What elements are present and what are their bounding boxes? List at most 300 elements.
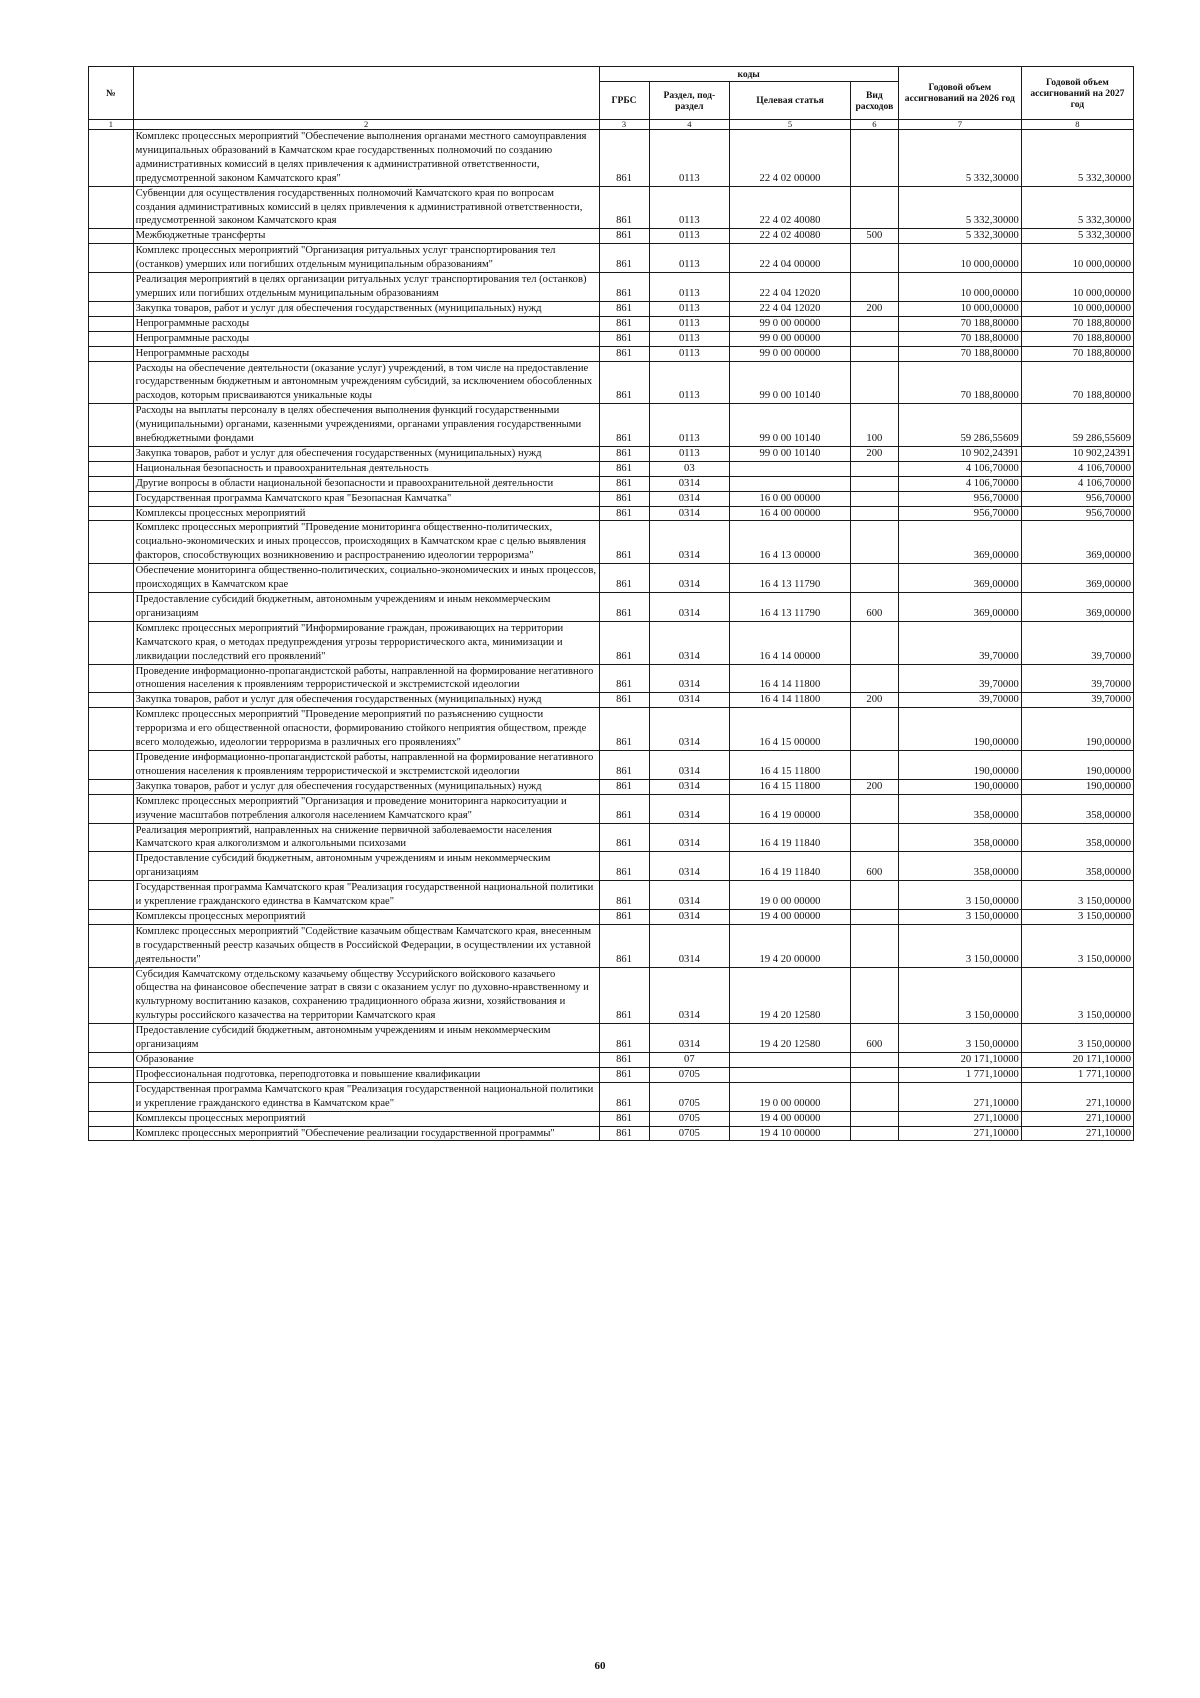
row-index (89, 924, 134, 967)
row-name: Непрограммные расходы (133, 346, 599, 361)
row-index (89, 909, 134, 924)
row-amount-2026: 369,00000 (898, 521, 1021, 564)
row-amount-2027: 3 150,00000 (1021, 967, 1133, 1024)
row-amount-2026: 10 902,24391 (898, 446, 1021, 461)
row-kind (850, 361, 898, 404)
row-name: Предоставление субсидий бюджетным, автономным учреждениям и иным некоммерческим организациям (133, 852, 599, 881)
row-index (89, 967, 134, 1024)
row-amount-2026: 10 000,00000 (898, 273, 1021, 302)
table-row (89, 316, 1134, 331)
table-row (89, 244, 1134, 273)
row-section: 0314 (649, 593, 730, 622)
row-amount-2026: 190,00000 (898, 779, 1021, 794)
header-y2027: Годовой объем ассигнований на 2027 год (1021, 67, 1133, 120)
row-amount-2027: 369,00000 (1021, 564, 1133, 593)
row-index (89, 1082, 134, 1111)
row-amount-2026: 956,70000 (898, 491, 1021, 506)
column-number: 3 (599, 120, 649, 130)
row-amount-2027: 10 000,00000 (1021, 244, 1133, 273)
table-row (89, 909, 1134, 924)
row-index (89, 476, 134, 491)
row-section: 0113 (649, 361, 730, 404)
table-row (89, 506, 1134, 521)
row-grbs: 861 (599, 750, 649, 779)
row-amount-2027: 39,70000 (1021, 664, 1133, 693)
row-section: 0113 (649, 316, 730, 331)
row-target: 16 4 15 11800 (730, 779, 851, 794)
row-amount-2027: 3 150,00000 (1021, 924, 1133, 967)
row-name: Комплекс процессных мероприятий "Содействие казачьим обществам Камчатского края, внесенным в государственный реестр казачьих обществ в Российской Федерации, в осуществлении их уставной деятельности" (133, 924, 599, 967)
row-amount-2027: 20 171,10000 (1021, 1053, 1133, 1068)
row-target: 16 4 13 11790 (730, 564, 851, 593)
row-index (89, 404, 134, 447)
header-section: Раздел, под-раздел (649, 82, 730, 120)
row-grbs: 861 (599, 229, 649, 244)
row-section: 0705 (649, 1082, 730, 1111)
row-grbs: 861 (599, 967, 649, 1024)
row-index (89, 331, 134, 346)
table-row (89, 593, 1134, 622)
row-amount-2027: 39,70000 (1021, 693, 1133, 708)
row-amount-2027: 10 000,00000 (1021, 301, 1133, 316)
row-kind (850, 708, 898, 751)
row-target (730, 1053, 851, 1068)
table-row (89, 446, 1134, 461)
row-amount-2027: 39,70000 (1021, 621, 1133, 664)
row-index (89, 708, 134, 751)
row-name: Расходы на обеспечение деятельности (оказание услуг) учреждений, в том числе на предоставление государственным бюджетным и автономным учреждениям субсидий, за исключением обособленных расходов, которым присваиваются уникальные коды (133, 361, 599, 404)
row-target: 19 4 10 00000 (730, 1126, 851, 1141)
row-grbs: 861 (599, 316, 649, 331)
row-target: 22 4 02 40080 (730, 186, 851, 229)
row-target: 16 4 14 00000 (730, 621, 851, 664)
row-target: 16 4 15 11800 (730, 750, 851, 779)
row-amount-2026: 1 771,10000 (898, 1067, 1021, 1082)
row-section: 0113 (649, 273, 730, 302)
row-target: 22 4 04 12020 (730, 273, 851, 302)
row-section: 0314 (649, 823, 730, 852)
row-kind: 600 (850, 593, 898, 622)
row-amount-2026: 369,00000 (898, 564, 1021, 593)
row-amount-2027: 956,70000 (1021, 491, 1133, 506)
row-amount-2027: 70 188,80000 (1021, 316, 1133, 331)
table-row (89, 708, 1134, 751)
row-grbs: 861 (599, 521, 649, 564)
row-kind (850, 461, 898, 476)
row-target: 19 0 00 00000 (730, 1082, 851, 1111)
row-target: 19 0 00 00000 (730, 881, 851, 910)
row-amount-2026: 5 332,30000 (898, 229, 1021, 244)
row-kind: 200 (850, 779, 898, 794)
row-amount-2027: 190,00000 (1021, 750, 1133, 779)
row-grbs: 861 (599, 1024, 649, 1053)
row-grbs: 861 (599, 708, 649, 751)
row-section: 0113 (649, 346, 730, 361)
row-target: 99 0 00 10140 (730, 404, 851, 447)
row-section: 0314 (649, 476, 730, 491)
row-amount-2026: 10 000,00000 (898, 244, 1021, 273)
row-amount-2027: 190,00000 (1021, 779, 1133, 794)
row-kind (850, 909, 898, 924)
row-grbs: 861 (599, 1111, 649, 1126)
table-row (89, 967, 1134, 1024)
row-section: 0314 (649, 708, 730, 751)
table-row (89, 1126, 1134, 1141)
row-name: Реализация мероприятий в целях организации ритуальных услуг транспортирования тел (останков) умерших или погибших отдельным муниципальным образованиям (133, 273, 599, 302)
row-amount-2026: 271,10000 (898, 1111, 1021, 1126)
row-amount-2027: 4 106,70000 (1021, 461, 1133, 476)
row-target (730, 461, 851, 476)
row-name: Государственная программа Камчатского края "Реализация государственной национальной политики и укрепление гражданского единства в Камчатском крае" (133, 1082, 599, 1111)
row-target: 16 4 13 11790 (730, 593, 851, 622)
table-row (89, 823, 1134, 852)
row-grbs: 861 (599, 794, 649, 823)
row-amount-2027: 358,00000 (1021, 823, 1133, 852)
row-name: Непрограммные расходы (133, 331, 599, 346)
row-name: Государственная программа Камчатского края "Реализация государственной национальной политики и укрепление гражданского единства в Камчатском крае" (133, 881, 599, 910)
row-section: 0314 (649, 506, 730, 521)
row-target: 22 4 04 00000 (730, 244, 851, 273)
table-row (89, 361, 1134, 404)
row-target: 16 4 14 11800 (730, 693, 851, 708)
row-target: 16 4 19 00000 (730, 794, 851, 823)
row-amount-2026: 190,00000 (898, 750, 1021, 779)
table-row (89, 924, 1134, 967)
row-section: 0314 (649, 1024, 730, 1053)
row-amount-2026: 20 171,10000 (898, 1053, 1021, 1068)
column-number: 7 (898, 120, 1021, 130)
row-kind (850, 130, 898, 187)
row-target: 16 4 15 00000 (730, 708, 851, 751)
row-grbs: 861 (599, 1126, 649, 1141)
row-section: 0113 (649, 186, 730, 229)
row-grbs: 861 (599, 361, 649, 404)
row-kind (850, 273, 898, 302)
row-target: 22 4 04 12020 (730, 301, 851, 316)
row-amount-2026: 3 150,00000 (898, 881, 1021, 910)
header-name (133, 67, 599, 120)
row-kind (850, 244, 898, 273)
row-section: 0113 (649, 331, 730, 346)
row-index (89, 130, 134, 187)
row-amount-2026: 271,10000 (898, 1126, 1021, 1141)
row-index (89, 593, 134, 622)
row-target: 99 0 00 00000 (730, 316, 851, 331)
row-amount-2026: 358,00000 (898, 823, 1021, 852)
row-amount-2027: 271,10000 (1021, 1082, 1133, 1111)
row-kind (850, 967, 898, 1024)
row-grbs: 861 (599, 564, 649, 593)
row-target (730, 476, 851, 491)
row-grbs: 861 (599, 331, 649, 346)
row-section: 0113 (649, 301, 730, 316)
row-name: Национальная безопасность и правоохранительная деятельность (133, 461, 599, 476)
row-amount-2027: 1 771,10000 (1021, 1067, 1133, 1082)
row-name: Предоставление субсидий бюджетным, автономным учреждениям и иным некоммерческим организациям (133, 593, 599, 622)
row-index (89, 1067, 134, 1082)
row-kind (850, 1067, 898, 1082)
row-grbs: 861 (599, 924, 649, 967)
column-number: 8 (1021, 120, 1133, 130)
row-section: 0705 (649, 1111, 730, 1126)
row-target: 19 4 00 00000 (730, 909, 851, 924)
row-kind (850, 1053, 898, 1068)
row-index (89, 229, 134, 244)
row-index (89, 564, 134, 593)
row-amount-2027: 3 150,00000 (1021, 909, 1133, 924)
row-section: 0314 (649, 621, 730, 664)
row-grbs: 861 (599, 404, 649, 447)
table-row (89, 346, 1134, 361)
row-index (89, 273, 134, 302)
row-name: Комплексы процессных мероприятий (133, 1111, 599, 1126)
table-header (89, 67, 1134, 130)
row-index (89, 881, 134, 910)
row-name: Межбюджетные трансферты (133, 229, 599, 244)
row-grbs: 861 (599, 621, 649, 664)
row-grbs: 861 (599, 881, 649, 910)
row-amount-2026: 369,00000 (898, 593, 1021, 622)
row-amount-2027: 271,10000 (1021, 1126, 1133, 1141)
row-amount-2026: 4 106,70000 (898, 476, 1021, 491)
row-grbs: 861 (599, 446, 649, 461)
row-index (89, 506, 134, 521)
row-kind (850, 186, 898, 229)
row-kind (850, 564, 898, 593)
row-name: Реализация мероприятий, направленных на снижение первичной заболеваемости населения Камчатского края алкоголизмом и алкогольными психозами (133, 823, 599, 852)
row-grbs: 861 (599, 664, 649, 693)
row-target: 99 0 00 10140 (730, 446, 851, 461)
row-name: Субсидия Камчатскому отдельскому казачьему обществу Уссурийского войскового казачьего общества на финансовое обеспечение затрат в связи с оказанием услуг по духовно-нравственному и культурному воспитанию казаков, сохранению традиционного образа жизни, хозяйствования и культуры российского казачества на территории Камчатского края (133, 967, 599, 1024)
row-index (89, 1053, 134, 1068)
row-index (89, 1126, 134, 1141)
row-target: 99 0 00 00000 (730, 331, 851, 346)
row-index (89, 461, 134, 476)
row-target: 22 4 02 00000 (730, 130, 851, 187)
table-row (89, 750, 1134, 779)
column-number: 4 (649, 120, 730, 130)
row-grbs: 861 (599, 461, 649, 476)
table-row (89, 273, 1134, 302)
header-num: № (89, 67, 134, 120)
row-name: Комплекс процессных мероприятий "Организация ритуальных услуг транспортирования тел (останков) умерших или погибших отдельным муниципальным образованиям" (133, 244, 599, 273)
row-kind (850, 1082, 898, 1111)
row-name: Закупка товаров, работ и услуг для обеспечения государственных (муниципальных) нужд (133, 446, 599, 461)
table-row (89, 301, 1134, 316)
table-row (89, 186, 1134, 229)
table-row (89, 476, 1134, 491)
row-grbs: 861 (599, 693, 649, 708)
row-index (89, 779, 134, 794)
row-grbs: 861 (599, 346, 649, 361)
row-amount-2027: 70 188,80000 (1021, 361, 1133, 404)
row-name: Комплекс процессных мероприятий "Организация и проведение мониторинга наркоситуации и изучение масштабов потребления алкоголя населением Камчатского края" (133, 794, 599, 823)
row-index (89, 1111, 134, 1126)
row-section: 03 (649, 461, 730, 476)
row-target: 16 4 00 00000 (730, 506, 851, 521)
table-row (89, 1082, 1134, 1111)
row-name: Комплекс процессных мероприятий "Обеспечение реализации государственной программы" (133, 1126, 599, 1141)
table-row (89, 461, 1134, 476)
row-name: Образование (133, 1053, 599, 1068)
row-amount-2027: 3 150,00000 (1021, 881, 1133, 910)
row-amount-2026: 70 188,80000 (898, 316, 1021, 331)
row-name: Закупка товаров, работ и услуг для обеспечения государственных (муниципальных) нужд (133, 779, 599, 794)
column-number: 5 (730, 120, 851, 130)
row-index (89, 664, 134, 693)
row-index (89, 491, 134, 506)
row-kind (850, 750, 898, 779)
row-amount-2027: 10 902,24391 (1021, 446, 1133, 461)
row-name: Комплексы процессных мероприятий (133, 909, 599, 924)
table-row (89, 664, 1134, 693)
table-row (89, 1053, 1134, 1068)
row-amount-2027: 5 332,30000 (1021, 130, 1133, 187)
row-name: Комплекс процессных мероприятий "Обеспечение выполнения органами местного самоуправления муниципальных образований в Камчатском крае государственных полномочий по созданию административных комиссий в целях привлечения к административной ответственности, предусмотренной законом Камчатского края" (133, 130, 599, 187)
table-row (89, 130, 1134, 187)
row-section: 0314 (649, 521, 730, 564)
row-index (89, 823, 134, 852)
row-amount-2027: 956,70000 (1021, 506, 1133, 521)
row-target: 16 4 14 11800 (730, 664, 851, 693)
row-amount-2026: 3 150,00000 (898, 1024, 1021, 1053)
table-row (89, 331, 1134, 346)
table-row (89, 1067, 1134, 1082)
column-number: 2 (133, 120, 599, 130)
row-name: Комплекс процессных мероприятий "Информирование граждан, проживающих на территории Камчатского края, о методах предупреждения угрозы террористического акта, минимизации и ликвидации последствий его проявлений" (133, 621, 599, 664)
row-name: Закупка товаров, работ и услуг для обеспечения государственных (муниципальных) нужд (133, 301, 599, 316)
row-section: 0314 (649, 794, 730, 823)
row-grbs: 861 (599, 273, 649, 302)
row-amount-2026: 3 150,00000 (898, 909, 1021, 924)
row-kind (850, 346, 898, 361)
row-amount-2026: 190,00000 (898, 708, 1021, 751)
row-amount-2026: 3 150,00000 (898, 924, 1021, 967)
row-index (89, 446, 134, 461)
row-grbs: 861 (599, 130, 649, 187)
row-amount-2026: 3 150,00000 (898, 967, 1021, 1024)
budget-table (88, 66, 1134, 1141)
row-section: 0705 (649, 1067, 730, 1082)
row-section: 0314 (649, 909, 730, 924)
row-kind (850, 794, 898, 823)
row-amount-2026: 70 188,80000 (898, 361, 1021, 404)
row-name: Непрограммные расходы (133, 316, 599, 331)
row-amount-2026: 39,70000 (898, 664, 1021, 693)
row-index (89, 301, 134, 316)
row-section: 0113 (649, 130, 730, 187)
row-amount-2027: 5 332,30000 (1021, 186, 1133, 229)
table-row (89, 1111, 1134, 1126)
row-amount-2026: 5 332,30000 (898, 130, 1021, 187)
row-amount-2027: 10 000,00000 (1021, 273, 1133, 302)
row-target: 19 4 20 12580 (730, 1024, 851, 1053)
row-name: Закупка товаров, работ и услуг для обеспечения государственных (муниципальных) нужд (133, 693, 599, 708)
header-y2026: Годовой объем ассигнований на 2026 год (898, 67, 1021, 120)
row-amount-2027: 190,00000 (1021, 708, 1133, 751)
table-row (89, 564, 1134, 593)
row-kind (850, 506, 898, 521)
table-row (89, 852, 1134, 881)
row-index (89, 346, 134, 361)
row-section: 0113 (649, 229, 730, 244)
row-kind (850, 823, 898, 852)
table-body (89, 130, 1134, 1141)
row-section: 0113 (649, 446, 730, 461)
row-kind: 200 (850, 693, 898, 708)
row-amount-2027: 369,00000 (1021, 521, 1133, 564)
row-section: 0705 (649, 1126, 730, 1141)
row-target (730, 1067, 851, 1082)
row-kind: 200 (850, 301, 898, 316)
row-amount-2026: 70 188,80000 (898, 331, 1021, 346)
row-index (89, 750, 134, 779)
row-target: 16 4 19 11840 (730, 852, 851, 881)
row-index (89, 621, 134, 664)
table-row (89, 779, 1134, 794)
column-number: 6 (850, 120, 898, 130)
row-name: Государственная программа Камчатского края "Безопасная Камчатка" (133, 491, 599, 506)
row-name: Комплекс процессных мероприятий "Проведение мероприятий по разъяснению сущности терроризма и его общественной опасности, формированию стойкого неприятия обществом, прежде всего молодежью, идеологии терроризма в различных его проявлениях" (133, 708, 599, 751)
row-name: Другие вопросы в области национальной безопасности и правоохранительной деятельности (133, 476, 599, 491)
row-target: 19 4 20 00000 (730, 924, 851, 967)
row-kind (850, 521, 898, 564)
row-amount-2026: 358,00000 (898, 852, 1021, 881)
row-name: Расходы на выплаты персоналу в целях обеспечения выполнения функций государственными (муниципальными) органами, казенными учреждениями, органами управления государственными внебюджетными фондами (133, 404, 599, 447)
row-amount-2026: 70 188,80000 (898, 346, 1021, 361)
row-kind (850, 476, 898, 491)
page-number: 60 (594, 1660, 606, 1672)
row-kind: 500 (850, 229, 898, 244)
row-section: 0314 (649, 491, 730, 506)
row-section: 0314 (649, 779, 730, 794)
header-grbs: ГРБС (599, 82, 649, 120)
row-section: 0113 (649, 244, 730, 273)
table-row (89, 693, 1134, 708)
row-name: Проведение информационно-пропагандистской работы, направленной на формирование негативного отношения населения к проявлениям террористической и экстремистской идеологии (133, 750, 599, 779)
header-target: Целевая статья (730, 82, 851, 120)
row-grbs: 861 (599, 593, 649, 622)
row-index (89, 1024, 134, 1053)
row-grbs: 861 (599, 1053, 649, 1068)
row-kind: 600 (850, 852, 898, 881)
row-grbs: 861 (599, 491, 649, 506)
row-section: 0314 (649, 924, 730, 967)
row-index (89, 693, 134, 708)
table-row (89, 1024, 1134, 1053)
row-amount-2026: 39,70000 (898, 621, 1021, 664)
row-amount-2027: 271,10000 (1021, 1111, 1133, 1126)
row-index (89, 361, 134, 404)
row-target: 99 0 00 10140 (730, 361, 851, 404)
row-grbs: 861 (599, 244, 649, 273)
row-name: Профессиональная подготовка, переподготовка и повышение квалификации (133, 1067, 599, 1082)
row-section: 0314 (649, 852, 730, 881)
row-section: 0314 (649, 664, 730, 693)
row-section: 0314 (649, 881, 730, 910)
row-amount-2027: 369,00000 (1021, 593, 1133, 622)
row-grbs: 861 (599, 1082, 649, 1111)
row-kind (850, 924, 898, 967)
row-kind: 100 (850, 404, 898, 447)
row-section: 07 (649, 1053, 730, 1068)
row-kind: 200 (850, 446, 898, 461)
row-grbs: 861 (599, 186, 649, 229)
table-row (89, 794, 1134, 823)
row-target: 16 4 19 11840 (730, 823, 851, 852)
row-amount-2026: 956,70000 (898, 506, 1021, 521)
column-number-row (89, 120, 1134, 130)
